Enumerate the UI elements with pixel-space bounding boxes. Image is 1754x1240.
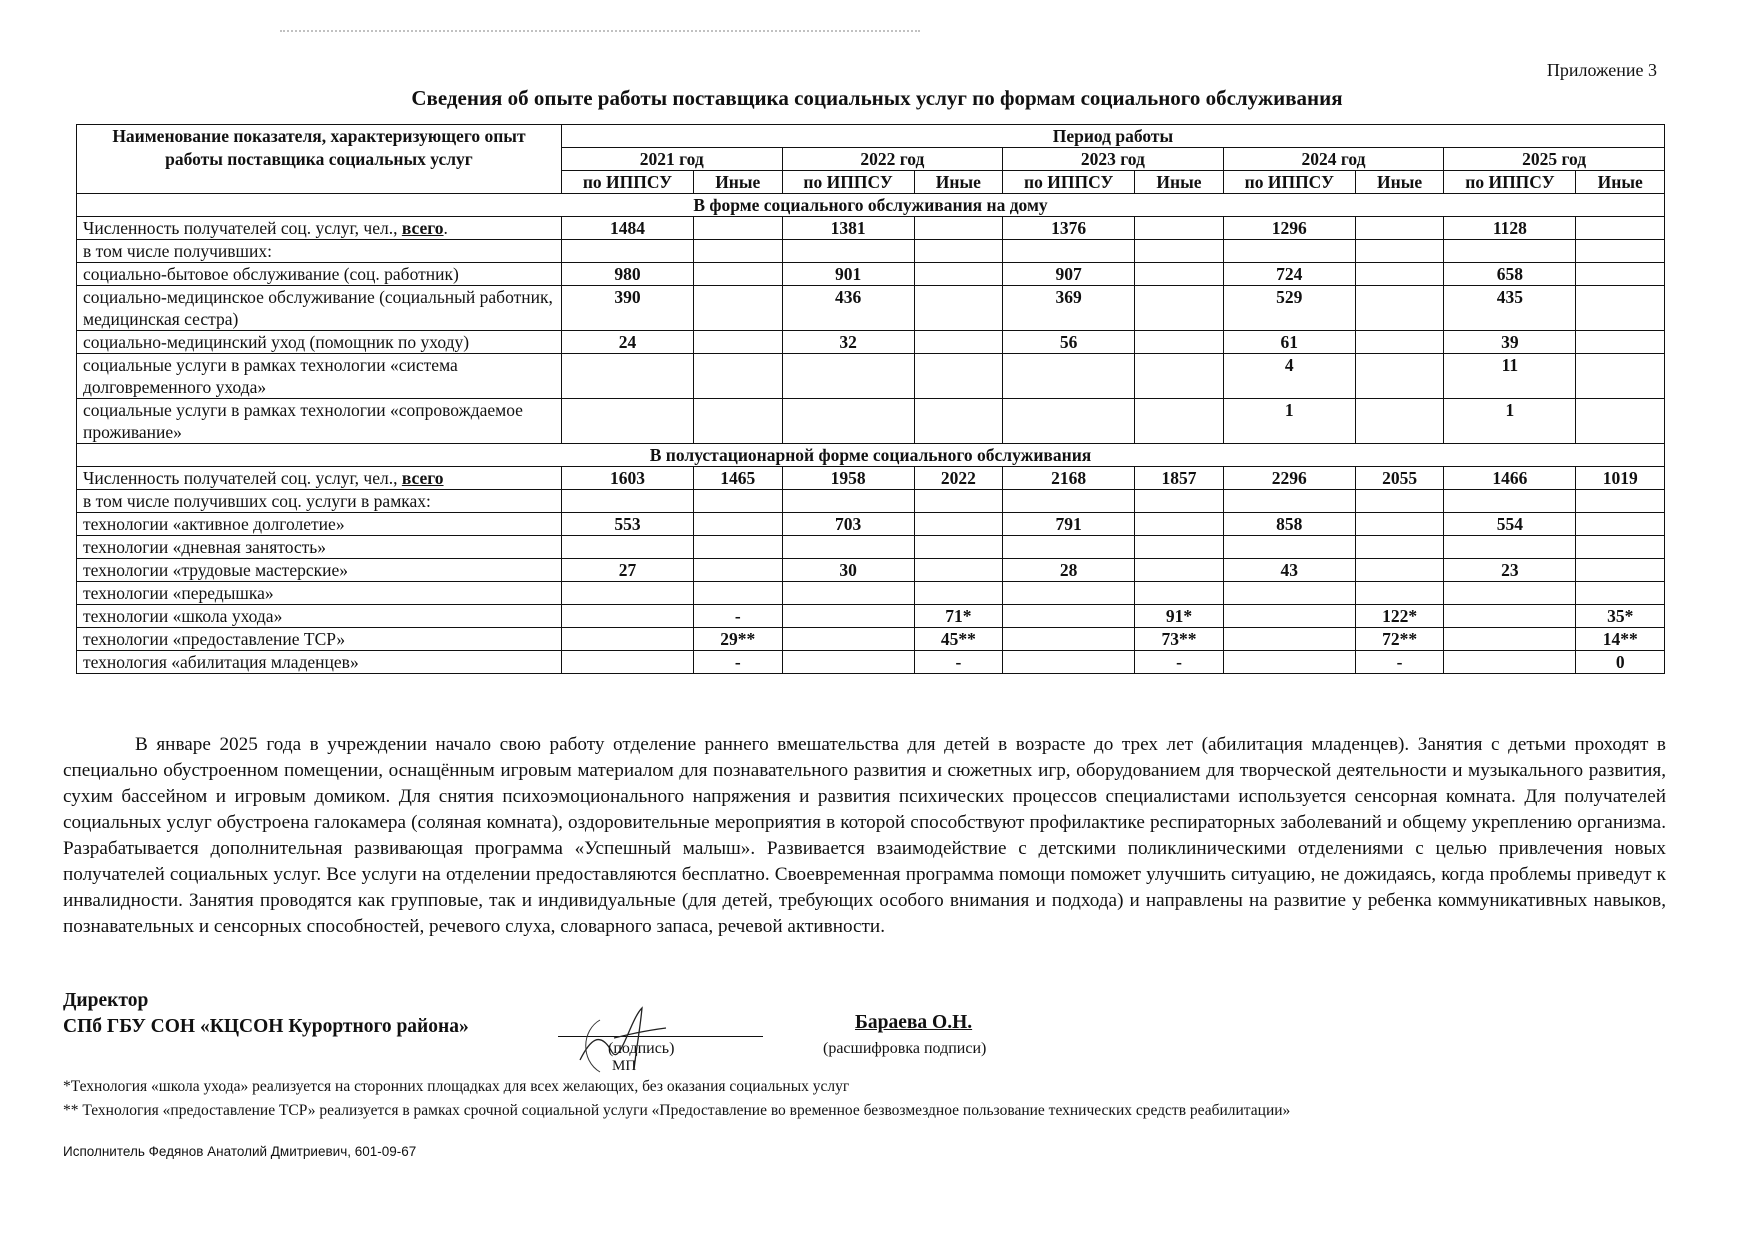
table-cell — [561, 490, 693, 513]
table-cell — [1003, 354, 1135, 399]
table-row — [77, 240, 1665, 263]
table-cell — [782, 240, 914, 263]
table-row — [77, 559, 1665, 582]
table-cell: 553 — [561, 513, 693, 536]
table-cell — [782, 399, 914, 444]
description-paragraph: В январе 2025 года в учреждении начало свою работу отделение раннего вмешательства для детей в возрасте до трех лет (абилитация младенцев). Занятия с детьми проходят в специально обустроенном помещении, оснащённым игровым материалом для познавательного развития и сюжетных игр, оборудованием для творческой деятельности и музыкального развития, сухим бассейном и игровым домиком. Для снятия психоэмоционального напряжения и развития психических процессов специалистами используется сенсорная комната. Для получателей социальных услуг обустроена галокамера (соляная комната), оздоровительные мероприятия в которой способствуют профилактике респираторных заболеваний и общему укреплению организма. Разрабатывается дополнительная развивающая программа «Успешный малыш». Развивается взаимодействие с детскими поликлиническими отделениями с целью привлечения новых получателей социальных услуг. Все услуги на отделении предоставляются бесплатно. Своевременная программа помощи поможет улучшить ситуацию, не дожидаясь, когда проблемы приведут к инвалидности. Занятия проводятся как групповые, так и индивидуальные (для детей, требующих особого внимания и подхода) и направлены на развитие у ребенка коммуникативных навыков, познавательных и сенсорных способностей, речевого слуха, словарного запаса, речевой активности. — [63, 734, 1666, 937]
table-cell — [1576, 490, 1665, 513]
table-cell — [1355, 513, 1443, 536]
table-cell — [782, 582, 914, 605]
table-cell — [1444, 605, 1576, 628]
table-cell: 435 — [1444, 286, 1576, 331]
table-cell — [1355, 240, 1443, 263]
table-cell: - — [1135, 651, 1223, 674]
table-cell: 2022 — [914, 467, 1002, 490]
row-label-text: социально-медицинское обслуживание (социальный работник, медицинская сестра) — [83, 287, 553, 329]
sub-header-ippsu: по ИППСУ — [1223, 171, 1355, 194]
sub-header-ippsu: по ИППСУ — [1003, 171, 1135, 194]
row-label — [77, 240, 562, 263]
sub-header-ippsu: по ИППСУ — [782, 171, 914, 194]
table-cell — [1576, 263, 1665, 286]
row-label — [77, 559, 562, 582]
table-cell: 1857 — [1135, 467, 1223, 490]
table-cell — [1355, 536, 1443, 559]
header-row-1 — [77, 125, 1665, 148]
table-cell: 0 — [1576, 651, 1665, 674]
row-label-text: социально-медицинский уход (помощник по уходу) — [83, 332, 470, 352]
row-label-text: в том числе получивших: — [83, 241, 272, 261]
row-label-text: Численность получателей соц. услуг, чел., — [83, 218, 402, 238]
table-cell — [914, 286, 1002, 331]
row-label-text: технологии «активное долголетие» — [83, 514, 345, 534]
table-cell — [561, 628, 693, 651]
table-cell — [782, 490, 914, 513]
row-label — [77, 605, 562, 628]
year-header: 2024 год — [1223, 148, 1444, 171]
sub-header-other: Иные — [914, 171, 1002, 194]
row-label-text: Численность получателей соц. услуг, чел., — [83, 468, 402, 488]
name-caption: (расшифровка подписи) — [823, 1040, 987, 1057]
table-cell — [1223, 536, 1355, 559]
table-cell — [1135, 217, 1223, 240]
sub-header-other: Иные — [1135, 171, 1223, 194]
table-cell — [1223, 651, 1355, 674]
row-label-emphasis: всего — [401, 468, 444, 488]
table-cell: 554 — [1444, 513, 1576, 536]
table-cell — [1003, 490, 1135, 513]
table-cell: 71* — [914, 605, 1002, 628]
table-cell — [1135, 582, 1223, 605]
table-cell: 28 — [1003, 559, 1135, 582]
table-cell — [1135, 490, 1223, 513]
document-title: Сведения об опыте работы поставщика социальных услуг по формам социального обслуживания — [411, 86, 1343, 110]
row-label-text: технология «абилитация младенцев» — [83, 652, 359, 672]
table-row — [77, 605, 1665, 628]
row-label — [77, 651, 562, 674]
row-label — [77, 513, 562, 536]
table-cell: 390 — [561, 286, 693, 331]
table-cell: 24 — [561, 331, 693, 354]
table-row — [77, 263, 1665, 286]
table-cell — [561, 536, 693, 559]
table-cell — [1444, 582, 1576, 605]
sub-header-other: Иные — [1355, 171, 1443, 194]
table-cell: 1466 — [1444, 467, 1576, 490]
table-row — [77, 628, 1665, 651]
table-row — [77, 513, 1665, 536]
table-cell — [694, 354, 782, 399]
row-label-text: социальные услуги в рамках технологии «система долговременного ухода» — [83, 355, 458, 397]
table-row — [77, 354, 1665, 399]
table-cell — [914, 263, 1002, 286]
table-cell: 32 — [782, 331, 914, 354]
table-cell: 1376 — [1003, 217, 1135, 240]
table-cell — [1003, 536, 1135, 559]
table-cell: - — [914, 651, 1002, 674]
signatory-position: Директор — [63, 990, 149, 1011]
table-cell — [561, 651, 693, 674]
table-cell: 23 — [1444, 559, 1576, 582]
table-cell: 73** — [1135, 628, 1223, 651]
table-cell: 907 — [1003, 263, 1135, 286]
table-cell: 61 — [1223, 331, 1355, 354]
table-cell: - — [694, 605, 782, 628]
row-label-text: социальные услуги в рамках технологии «сопровождаемое проживание» — [83, 400, 523, 442]
table-cell — [1003, 240, 1135, 263]
table-cell — [1576, 286, 1665, 331]
table-cell — [1444, 628, 1576, 651]
table-cell: 901 — [782, 263, 914, 286]
table-row — [77, 490, 1665, 513]
table-cell: 791 — [1003, 513, 1135, 536]
row-label-text: в том числе получивших соц. услуги в рамках: — [83, 491, 431, 511]
table-cell: - — [694, 651, 782, 674]
table-cell — [1576, 354, 1665, 399]
table-cell: 11 — [1444, 354, 1576, 399]
table-cell — [914, 490, 1002, 513]
table-cell: 1958 — [782, 467, 914, 490]
table-cell: 2168 — [1003, 467, 1135, 490]
table-cell — [694, 217, 782, 240]
table-row — [77, 467, 1665, 490]
table-cell — [1135, 399, 1223, 444]
table-cell — [1135, 331, 1223, 354]
row-label — [77, 286, 562, 331]
table-cell — [914, 559, 1002, 582]
year-header: 2021 год — [561, 148, 782, 171]
table-cell: 27 — [561, 559, 693, 582]
table-cell — [1135, 536, 1223, 559]
row-label — [77, 582, 562, 605]
table-cell: 980 — [561, 263, 693, 286]
row-label — [77, 467, 562, 490]
signatory-organization: СПб ГБУ СОН «КЦСОН Курортного района» — [63, 1016, 469, 1037]
table-cell — [1355, 331, 1443, 354]
table-cell — [914, 354, 1002, 399]
table-cell: 72** — [1355, 628, 1443, 651]
section-row — [77, 444, 1665, 467]
table-cell — [1003, 628, 1135, 651]
sub-header-other: Иные — [1576, 171, 1665, 194]
table-cell — [782, 651, 914, 674]
table-cell — [1135, 354, 1223, 399]
year-header: 2022 год — [782, 148, 1003, 171]
table-cell — [1135, 240, 1223, 263]
table-cell: 369 — [1003, 286, 1135, 331]
table-cell — [694, 240, 782, 263]
table-cell — [1355, 582, 1443, 605]
table-cell — [1355, 263, 1443, 286]
table-cell: 43 — [1223, 559, 1355, 582]
table-cell: 703 — [782, 513, 914, 536]
table-cell: 1296 — [1223, 217, 1355, 240]
table-cell — [782, 354, 914, 399]
sub-header-other: Иные — [694, 171, 782, 194]
table-cell — [1444, 536, 1576, 559]
table-cell — [1576, 559, 1665, 582]
row-label-text: социально-бытовое обслуживание (соц. работник) — [83, 264, 459, 284]
row-label — [77, 354, 562, 399]
row-label — [77, 490, 562, 513]
table-cell: 56 — [1003, 331, 1135, 354]
table-cell: 529 — [1223, 286, 1355, 331]
table-cell — [561, 354, 693, 399]
table-row — [77, 399, 1665, 444]
table-cell: 1603 — [561, 467, 693, 490]
table-cell: 2055 — [1355, 467, 1443, 490]
table-cell: 30 — [782, 559, 914, 582]
table-cell — [1355, 217, 1443, 240]
table-cell: 39 — [1444, 331, 1576, 354]
table-cell — [694, 513, 782, 536]
table-cell — [1223, 490, 1355, 513]
table-cell: 14** — [1576, 628, 1665, 651]
table-cell — [914, 536, 1002, 559]
table-cell — [1576, 582, 1665, 605]
table-cell: 658 — [1444, 263, 1576, 286]
table-cell — [914, 399, 1002, 444]
table-row — [77, 286, 1665, 331]
table-cell — [1135, 513, 1223, 536]
table-cell — [782, 536, 914, 559]
table-cell — [694, 582, 782, 605]
signature-caption: (подпись) — [608, 1040, 675, 1057]
table-cell — [1223, 240, 1355, 263]
table-cell: 436 — [782, 286, 914, 331]
table-cell: 1019 — [1576, 467, 1665, 490]
table-cell — [1003, 582, 1135, 605]
table-cell — [1355, 399, 1443, 444]
signatory-name: Бараева О.Н. — [855, 1012, 973, 1033]
table-cell — [1135, 286, 1223, 331]
table-cell: 2296 — [1223, 467, 1355, 490]
table-cell: 1128 — [1444, 217, 1576, 240]
table-cell — [1135, 559, 1223, 582]
table-cell: 1381 — [782, 217, 914, 240]
table-cell — [914, 240, 1002, 263]
table-cell — [1223, 605, 1355, 628]
table-cell — [1135, 263, 1223, 286]
table-cell — [694, 536, 782, 559]
year-header: 2023 год — [1003, 148, 1224, 171]
table-cell — [1444, 490, 1576, 513]
table-cell: 1484 — [561, 217, 693, 240]
table-cell: 91* — [1135, 605, 1223, 628]
table-cell — [1355, 286, 1443, 331]
table-cell — [914, 217, 1002, 240]
table-row — [77, 582, 1665, 605]
row-label-text: технологии «предоставление ТСР» — [83, 629, 346, 649]
table-cell — [782, 605, 914, 628]
footnote-1: *Технология «школа ухода» реализуется на сторонних площадках для всех желающих, без оказания социальных услуг — [63, 1078, 850, 1095]
table-cell — [1576, 240, 1665, 263]
table-cell: 858 — [1223, 513, 1355, 536]
table-cell — [694, 490, 782, 513]
row-label — [77, 263, 562, 286]
section-title: В форме социального обслуживания на дому — [77, 194, 1665, 217]
table-cell: 29** — [694, 628, 782, 651]
table-cell — [914, 331, 1002, 354]
row-label-text: технологии «дневная занятость» — [83, 537, 327, 557]
table-cell: 35* — [1576, 605, 1665, 628]
indicator-header: Наименование показателя, характеризующего опыт работы поставщика социальных услуг — [77, 125, 562, 194]
sub-header-ippsu: по ИППСУ — [1444, 171, 1576, 194]
table-cell — [914, 513, 1002, 536]
executor-line: Исполнитель Федянов Анатолий Дмитриевич, 601-09-67 — [63, 1144, 417, 1159]
table-cell — [694, 399, 782, 444]
table-cell — [1003, 651, 1135, 674]
row-label — [77, 399, 562, 444]
section-row — [77, 194, 1665, 217]
table-cell — [1355, 354, 1443, 399]
table-cell — [561, 582, 693, 605]
table-cell — [1576, 217, 1665, 240]
table-cell: 1 — [1444, 399, 1576, 444]
table-cell — [1576, 331, 1665, 354]
table-row — [77, 651, 1665, 674]
table-cell — [1576, 513, 1665, 536]
table-cell — [914, 582, 1002, 605]
period-header: Период работы — [561, 125, 1664, 148]
table-cell — [561, 605, 693, 628]
row-label-text: технологии «передышка» — [83, 583, 274, 603]
row-label — [77, 217, 562, 240]
table-row — [77, 536, 1665, 559]
table-cell — [1444, 240, 1576, 263]
signatory-block — [63, 988, 469, 1040]
table-cell: - — [1355, 651, 1443, 674]
row-label — [77, 331, 562, 354]
table-row — [77, 331, 1665, 354]
table-cell: 1465 — [694, 467, 782, 490]
table-cell — [694, 286, 782, 331]
year-header: 2025 год — [1444, 148, 1665, 171]
stamp-place-label: МП — [612, 1058, 637, 1074]
table-cell — [1576, 399, 1665, 444]
table-cell: 1 — [1223, 399, 1355, 444]
table-row — [77, 217, 1665, 240]
table-cell — [1003, 605, 1135, 628]
scan-specks — [280, 30, 920, 36]
row-label-tail: . — [443, 218, 448, 238]
table-cell — [694, 331, 782, 354]
table-cell — [694, 263, 782, 286]
row-label-text: технологии «трудовые мастерские» — [83, 560, 348, 580]
table-cell — [782, 628, 914, 651]
table-cell: 122* — [1355, 605, 1443, 628]
row-label — [77, 628, 562, 651]
table-cell — [1003, 399, 1135, 444]
section-title: В полустационарной форме социального обслуживания — [77, 444, 1665, 467]
table-cell — [561, 399, 693, 444]
experience-table — [76, 124, 1665, 674]
table-cell: 4 — [1223, 354, 1355, 399]
table-cell: 724 — [1223, 263, 1355, 286]
table-cell — [1355, 490, 1443, 513]
table-cell — [1223, 582, 1355, 605]
sub-header-ippsu: по ИППСУ — [561, 171, 693, 194]
table-cell — [1355, 559, 1443, 582]
row-label-emphasis: всего — [401, 218, 444, 238]
table-cell: 45** — [914, 628, 1002, 651]
table-cell — [1576, 536, 1665, 559]
table-cell — [1444, 651, 1576, 674]
row-label-text: технологии «школа ухода» — [83, 606, 283, 626]
row-label — [77, 536, 562, 559]
footnote-2: ** Технология «предоставление ТСР» реализуется в рамках срочной социальной услуги «Предоставление во временное безвозмездное пользование технических средств реабилитации» — [63, 1102, 1291, 1119]
table-cell — [694, 559, 782, 582]
table-cell — [1223, 628, 1355, 651]
table-cell — [561, 240, 693, 263]
appendix-label: Приложение 3 — [1546, 60, 1657, 80]
